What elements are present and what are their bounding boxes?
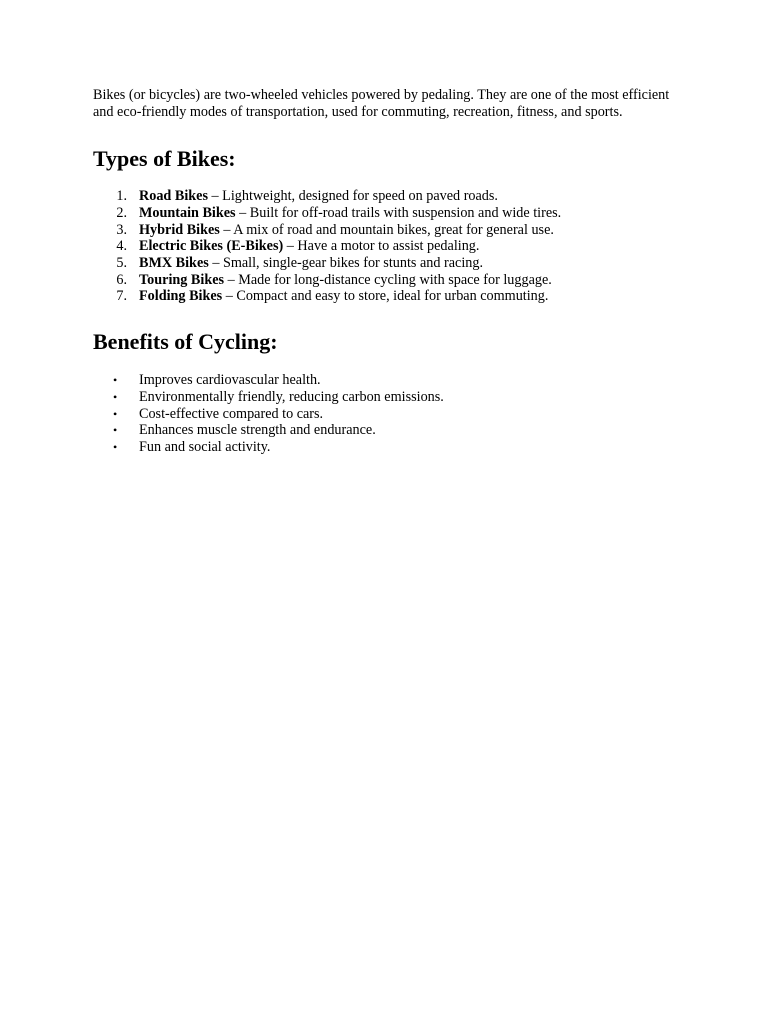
list-number: 1. bbox=[116, 188, 127, 205]
list-number: 5. bbox=[116, 255, 127, 271]
list-number: 4. bbox=[116, 238, 127, 255]
list-item bbox=[93, 238, 683, 255]
bullet-icon: • bbox=[113, 389, 118, 404]
bike-type-term: Electric Bikes (E-Bikes) bbox=[139, 238, 284, 255]
bike-type-desc: – Compact and easy to store, ideal for urban commuting. bbox=[222, 288, 549, 305]
list-item bbox=[93, 422, 683, 439]
bike-type-term: Road Bikes bbox=[139, 188, 208, 205]
list-item bbox=[93, 372, 683, 389]
benefits-list bbox=[93, 372, 683, 456]
bike-type-term: BMX Bikes bbox=[139, 255, 209, 271]
bike-type-desc: – Built for off-road trails with suspension and wide tires. bbox=[235, 204, 562, 221]
list-item bbox=[93, 406, 683, 423]
bike-type-desc: – A mix of road and mountain bikes, great for general use. bbox=[219, 221, 554, 238]
bullet-icon: • bbox=[113, 373, 118, 388]
document-page bbox=[93, 87, 683, 456]
list-item bbox=[93, 272, 683, 289]
list-item bbox=[93, 255, 683, 272]
benefit-text: Environmentally friendly, reducing carbon emissions. bbox=[139, 388, 444, 405]
list-number: 2. bbox=[116, 204, 127, 221]
bike-type-desc: – Small, single-gear bikes for stunts and racing. bbox=[208, 255, 483, 271]
list-number: 6. bbox=[116, 271, 127, 288]
types-heading: Types of Bikes: bbox=[93, 146, 236, 172]
benefit-text: Enhances muscle strength and endurance. bbox=[139, 422, 376, 439]
benefit-text: Improves cardiovascular health. bbox=[139, 372, 321, 389]
list-number: 7. bbox=[116, 288, 127, 305]
benefit-text: Cost-effective compared to cars. bbox=[139, 405, 324, 422]
benefit-text: Fun and social activity. bbox=[139, 438, 271, 455]
list-number: 3. bbox=[116, 221, 127, 238]
intro-paragraph: Bikes (or bicycles) are two-wheeled vehicles powered by pedaling. They are one of the most efficient and eco-friendly modes of transportation, used for commuting, recreation, fitness, and sports. bbox=[93, 87, 670, 120]
list-item bbox=[93, 205, 683, 222]
benefits-heading: Benefits of Cycling: bbox=[93, 329, 278, 355]
list-item bbox=[93, 439, 683, 456]
bike-type-term: Hybrid Bikes bbox=[139, 221, 220, 238]
list-item bbox=[93, 288, 683, 305]
bike-type-term: Folding Bikes bbox=[139, 288, 223, 305]
bullet-icon: • bbox=[113, 406, 118, 421]
bullet-icon: • bbox=[113, 439, 118, 454]
bullet-icon: • bbox=[113, 423, 118, 438]
bike-type-term: Mountain Bikes bbox=[139, 204, 236, 221]
bike-type-term: Touring Bikes bbox=[139, 271, 225, 288]
list-item bbox=[93, 222, 683, 239]
bike-type-desc: – Lightweight, designed for speed on paved roads. bbox=[207, 188, 498, 205]
types-list bbox=[93, 188, 683, 305]
bike-type-desc: – Made for long-distance cycling with space for luggage. bbox=[224, 271, 552, 288]
bike-type-desc: – Have a motor to assist pedaling. bbox=[283, 238, 480, 255]
list-item bbox=[93, 188, 683, 205]
list-item bbox=[93, 389, 683, 406]
